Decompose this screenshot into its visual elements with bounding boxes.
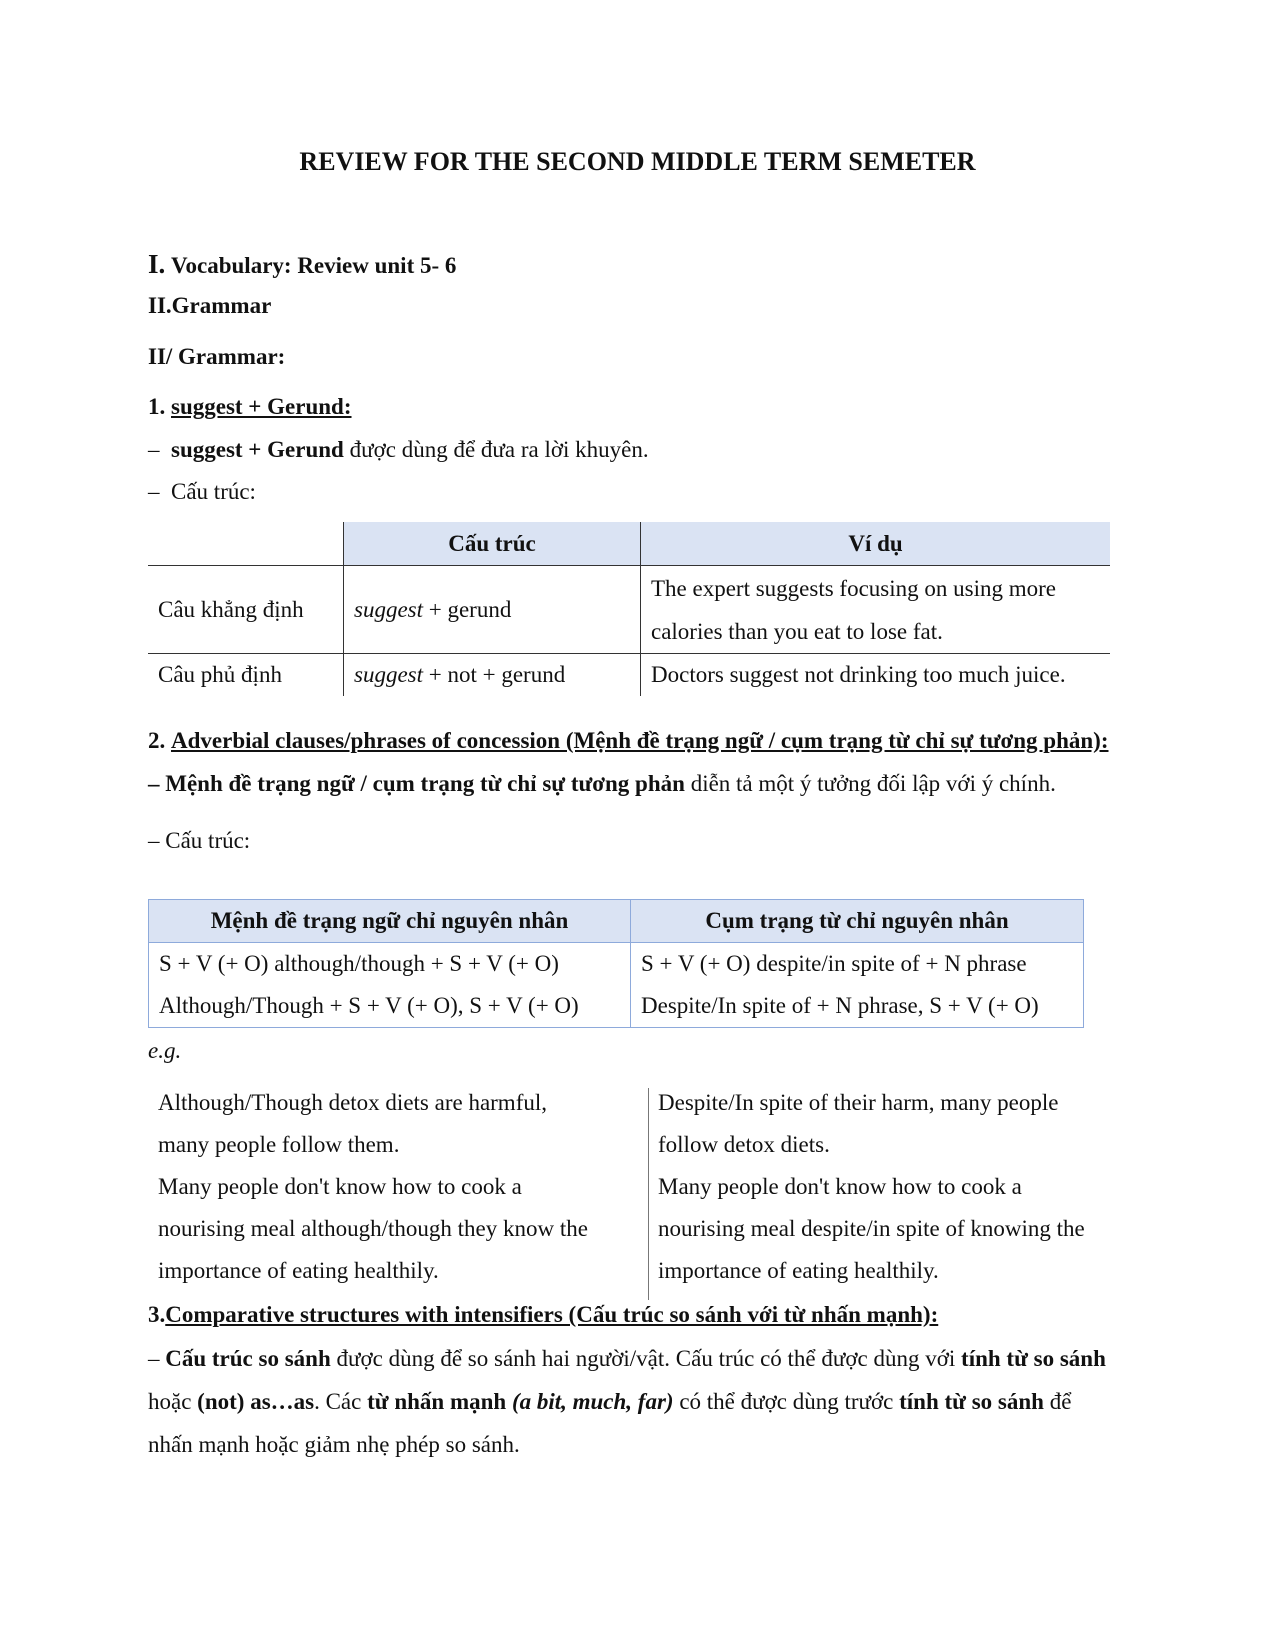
description-text: diễn tả một ý tưởng đối lập với ý chính. [684, 771, 1056, 796]
text-run: . Các [314, 1389, 368, 1414]
table-row [148, 566, 1110, 654]
phrase-line: Despite/In spite of + N phrase, S + V (+ O) [641, 993, 1039, 1018]
heading-concession [148, 727, 1109, 755]
example-line: many people follow them. [158, 1132, 400, 1157]
phrase-line: S + V (+ O) despite/in spite of + N phrase [641, 951, 1027, 976]
heading-text: Comparative structures with intensifiers (Cấu trúc so sánh với từ nhấn mạnh): [165, 1302, 939, 1327]
examples-divider [648, 1088, 649, 1300]
heading-text: suggest + Gerund: [171, 394, 352, 419]
clause-line: S + V (+ O) although/though + S + V (+ O) [159, 951, 559, 976]
example-line: follow detox diets. [658, 1132, 830, 1157]
heading-number: 3. [148, 1302, 166, 1327]
row-structure [344, 566, 641, 654]
suggest-structure-table [148, 522, 1110, 696]
heading-suggest-gerund [148, 393, 352, 421]
heading-number: 1. [148, 394, 166, 419]
table-header-clause: Mệnh đề trạng ngữ chỉ nguyên nhân [149, 900, 631, 943]
table-header-phrase: Cụm trạng từ chỉ nguyên nhân [631, 900, 1084, 943]
section-number: I. [148, 249, 166, 279]
section-text: Vocabulary: Review unit 5- 6 [171, 253, 457, 278]
comparative-line-1 [148, 1345, 1106, 1373]
concession-structure-table [148, 899, 1084, 1028]
text-run: để [1043, 1389, 1072, 1414]
bullet-text: Cấu trúc: [171, 479, 256, 504]
table-header-row [149, 900, 1084, 943]
text-run: được dùng để so sánh hai người/vật. Cấu trúc có thể được dùng với [330, 1346, 962, 1371]
bullet-dash: – [148, 437, 160, 462]
grammar-label: II.Grammar [148, 293, 272, 318]
table-header-row [148, 522, 1110, 566]
bullet-structure [148, 478, 256, 506]
row-example: Doctors suggest not drinking too much juice. [641, 654, 1111, 697]
comparative-line-3: nhấn mạnh hoặc giảm nhẹ phép so sánh. [148, 1432, 520, 1457]
text-bold: Cấu trúc so sánh [165, 1346, 331, 1371]
text-bold-italic: (a bit, much, far) [506, 1389, 674, 1414]
structure-rest: + not + gerund [423, 662, 566, 687]
row-label: Câu khẳng định [148, 566, 344, 654]
example-line: importance of eating healthily. [658, 1258, 939, 1283]
section-vocabulary [148, 250, 456, 280]
example-line: calories than you eat to lose fat. [651, 618, 943, 644]
text-bold: tính từ so sánh [961, 1346, 1106, 1371]
examples-right-column [658, 1082, 1085, 1292]
concession-structure-label: – Cấu trúc: [148, 828, 251, 853]
example-line: Many people don't know how to cook a [158, 1174, 522, 1199]
text-run: có thể được dùng trước [673, 1389, 900, 1414]
bullet-text: được dùng để đưa ra lời khuyên. [343, 437, 649, 462]
text-bold: (not) as…as [197, 1389, 315, 1414]
table-header-empty [148, 522, 344, 566]
text-run: hoặc [148, 1389, 198, 1414]
examples-left-column [158, 1082, 588, 1292]
text-bold: từ nhấn mạnh [367, 1389, 507, 1414]
grammar-label-2: II/ Grammar: [148, 344, 286, 369]
structure-rest: + gerund [423, 597, 512, 622]
text-bold: tính từ so sánh [899, 1389, 1044, 1414]
row-example [641, 566, 1111, 654]
table-row [149, 943, 1084, 1028]
text-run: – [148, 1346, 166, 1371]
heading-number: 2. [148, 728, 166, 753]
bullet-suggest-usage [148, 436, 649, 464]
table-header-example: Ví dụ [641, 522, 1111, 566]
heading-comparative [148, 1301, 938, 1329]
clause-cell [149, 943, 631, 1028]
heading-text: Adverbial clauses/phrases of concession (Mệnh đề trạng ngữ / cụm trạng từ chỉ sự tương phản): [171, 728, 1109, 753]
example-line: nourising meal despite/in spite of knowing the [658, 1216, 1085, 1241]
section-grammar-heading [148, 292, 271, 320]
structure-italic: suggest [354, 662, 423, 687]
clause-line: Although/Though + S + V (+ O), S + V (+ O) [159, 993, 579, 1018]
row-structure [344, 654, 641, 697]
bullet-dash: – [148, 479, 160, 504]
section-grammar-heading-2 [148, 343, 285, 371]
example-line: importance of eating healthily. [158, 1258, 439, 1283]
example-line: nourising meal although/though they know the [158, 1216, 588, 1241]
table-row [148, 654, 1110, 697]
example-line: Many people don't know how to cook a [658, 1174, 1022, 1199]
example-line: Although/Though detox diets are harmful, [158, 1090, 548, 1115]
page-title: REVIEW FOR THE SECOND MIDDLE TERM SEMETER [299, 147, 976, 176]
eg-label: e.g. [148, 1038, 182, 1063]
structure-italic: suggest [354, 597, 423, 622]
example-line: Despite/In spite of their harm, many people [658, 1090, 1059, 1115]
bullet-bold: suggest + Gerund [171, 437, 344, 462]
comparative-line-2 [148, 1388, 1071, 1416]
table-header-structure: Cấu trúc [344, 522, 641, 566]
example-line: The expert suggests focusing on using more [651, 575, 1056, 601]
row-label: Câu phủ định [158, 662, 282, 687]
phrase-cell [631, 943, 1084, 1028]
description-bold: – Mệnh đề trạng ngữ / cụm trạng từ chỉ sự tương phản [148, 771, 685, 796]
concession-description [148, 770, 1056, 798]
